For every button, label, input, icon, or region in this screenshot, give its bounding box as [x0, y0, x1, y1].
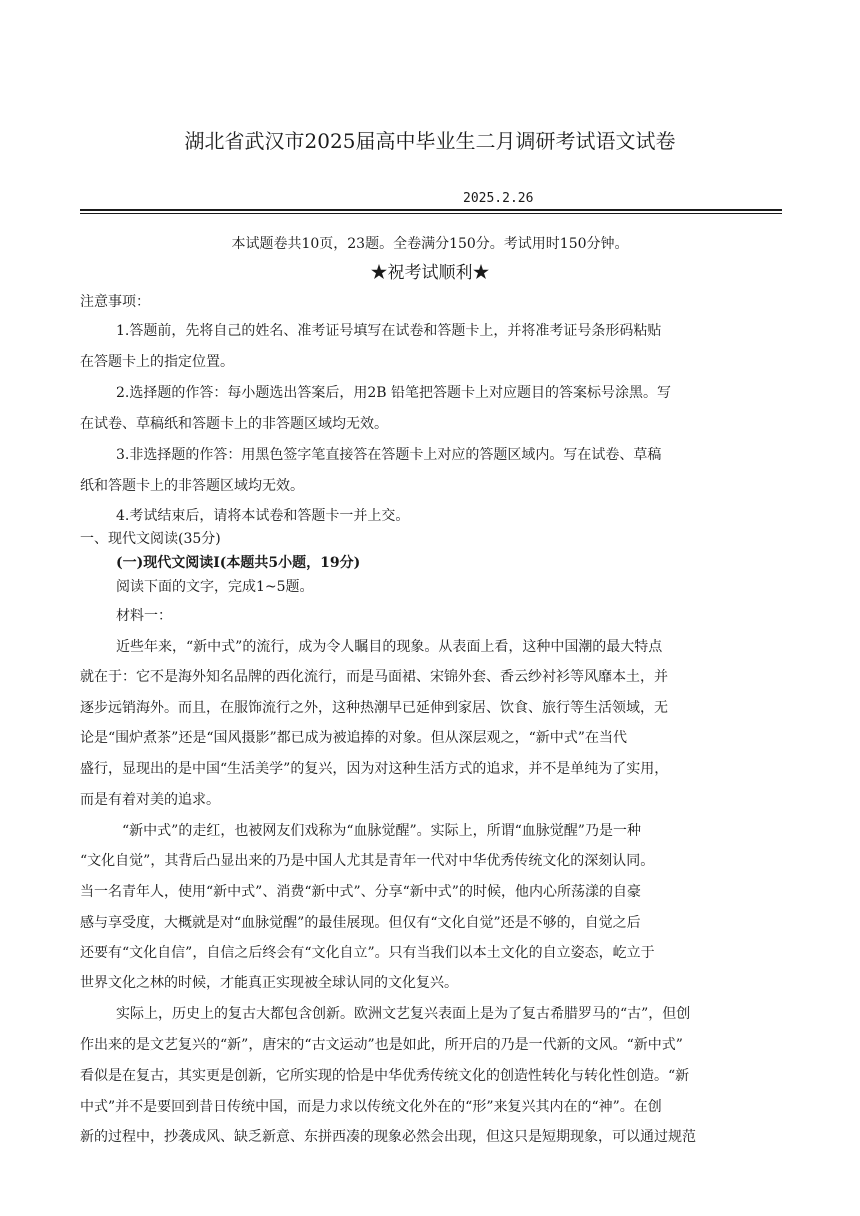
note-line: 3.非选择题的作答：用黑色签字笔直接答在答题卡上对应的答题区域内。写在试卷、草稿: [116, 447, 662, 463]
body-line: 论是“围炉煮茶”还是“国风摄影”都已成为被追捧的对象。但从深层观之，“新中式”在当代: [80, 730, 627, 746]
section-instruction: 阅读下面的文字，完成1~5题。: [116, 579, 314, 595]
body-line: 盛行，显现出的是中国“生活美学”的复兴，因为对这种生活方式的追求，并不是单纯为了实用，: [80, 761, 669, 777]
note-line: 1.答题前，先将自己的姓名、准考证号填写在试卷和答题卡上，并将准考证号条形码粘贴: [116, 323, 662, 339]
body-line: 感与享受度，大概就是对“血脉觉醒”的最佳展现。但仅有“文化自觉”还是不够的，自觉之后: [80, 915, 641, 931]
header-rule-thin: [80, 213, 782, 214]
body-line: 中式”并不是要回到昔日传统中国，而是力求以传统文化外在的“形”来复兴其内在的“神”。在创: [80, 1099, 662, 1115]
body-line: 近些年来，“新中式”的流行，成为令人瞩目的现象。从表面上看，这种中国潮的最大特点: [116, 639, 663, 655]
section-title: 一、现代文阅读(35分): [80, 531, 221, 547]
body-line: “文化自觉”，其背后凸显出来的乃是中国人尤其是青年一代对中华优秀传统文化的深刻认同。: [80, 853, 655, 869]
body-line: 而是有着对美的追求。: [80, 792, 220, 808]
body-line: 逐步远销海外。而且，在服饰流行之外，这种热潮早已延伸到家居、饮食、旅行等生活领域，无: [80, 700, 668, 716]
note-line: 4.考试结束后，请将本试卷和答题卡一并上交。: [116, 508, 410, 524]
body-line: 就在于：它不是海外知名品牌的西化流行，而是马面裙、宋锦外套、香云纱衬衫等风靡本土，并: [80, 669, 668, 685]
body-line: 看似是在复古，其实更是创新，它所实现的恰是中华优秀传统文化的创造性转化与转化性创造。“新: [80, 1068, 690, 1084]
body-line: 当一名青年人，使用“新中式”、消费“新中式”、分享“新中式”的时候，他内心所荡漾的自豪: [80, 884, 641, 900]
material-label: 材料一：: [116, 608, 172, 624]
body-line: 新的过程中，抄袭成风、缺乏新意、东拼西凑的现象必然会出现，但这只是短期现象，可以通过规范: [80, 1129, 696, 1145]
section-subtitle: (一)现代文阅读Ⅰ(本题共5小题，19分): [116, 555, 361, 571]
body-line: 还要有“文化自信”，自信之后终会有“文化自立”。只有当我们以本土文化的自立姿态，屹立于: [80, 945, 655, 961]
exam-info: 本试题卷共10页，23题。全卷满分150分。考试用时150分钟。: [231, 236, 629, 252]
body-line: 世界文化之林的时候，才能真正实现被全球认同的文化复兴。: [80, 975, 458, 991]
header-rule-thick: [80, 209, 782, 211]
note-line: 2.选择题的作答：每小题选出答案后，用2B 铅笔把答题卡上对应题目的答案标号涂黑。写: [116, 385, 672, 401]
page-title: 湖北省武汉市2025届高中毕业生二月调研考试语文试卷: [184, 129, 676, 153]
notes-heading: 注意事项：: [80, 294, 150, 310]
note-line: 纸和答题卡上的非答题区域均无效。: [80, 478, 304, 494]
exam-date: 2025.2.26: [463, 191, 534, 206]
body-line: “新中式”的走红，也被网友们戏称为“血脉觉醒”。实际上，所谓“血脉觉醒”乃是一种: [122, 823, 641, 839]
note-line: 在答题卡上的指定位置。: [80, 354, 234, 370]
exam-wish: ★祝考试顺利★: [370, 263, 490, 283]
note-line: 在试卷、草稿纸和答题卡上的非答题区域均无效。: [80, 416, 388, 432]
body-line: 实际上，历史上的复古大都包含创新。欧洲文艺复兴表面上是为了复古希腊罗马的“古”，但创: [116, 1006, 691, 1022]
body-line: 作出来的是文艺复兴的“新”，唐宋的“古文运动”也是如此，所开启的乃是一代新的文风。“新中式”: [80, 1037, 683, 1053]
